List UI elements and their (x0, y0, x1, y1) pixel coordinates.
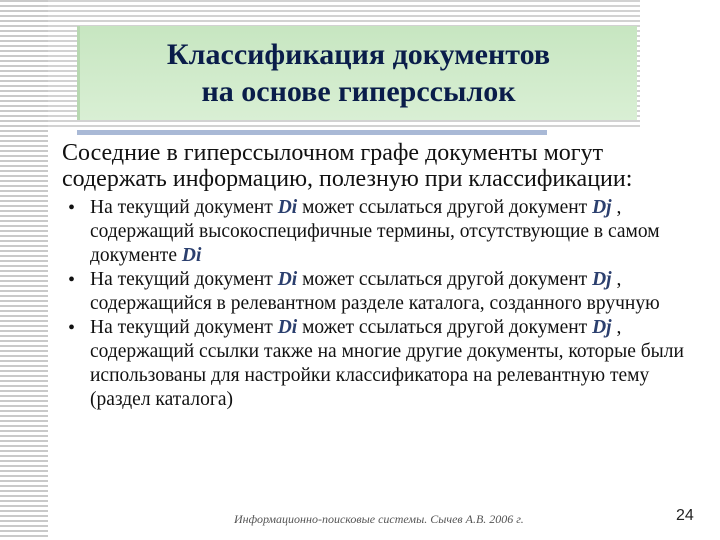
slide-title-line-1: Классификация документов (166, 38, 551, 71)
bullet-item-3 (62, 316, 702, 412)
slide-title (167, 36, 550, 110)
bullet-1-symbol-dj: Dj (592, 197, 612, 218)
bullet-2-symbol-dj: Dj (592, 269, 612, 290)
bullet-dot-icon: • (68, 197, 76, 219)
slide-title-line-2: на основе гиперссылок (201, 75, 516, 108)
bullet-list (62, 196, 702, 412)
bullet-1-text-part-1: На текущий документ (90, 197, 278, 218)
footer-credit: Информационно-поисковые системы. Сычев А.В. 2006 г. (234, 512, 524, 526)
bullet-3-text-part-3: , содержащий ссылки также на многие другие документы, которые были использованы для настройки классификатора на релевантную тему (раздел каталога) (90, 317, 684, 410)
title-box (77, 26, 637, 120)
slide-content (62, 140, 702, 412)
bullet-1-symbol-di: Di (277, 197, 298, 218)
bullet-3-text-part-2: может ссылаться другой документ (297, 317, 593, 338)
bullet-item-2 (62, 268, 702, 316)
bullet-2-symbol-di: Di (277, 269, 298, 290)
bullet-item-1 (62, 196, 702, 268)
intro-paragraph: Соседние в гиперссылочном графе документы могут содержать информацию, полезную при классификации: (62, 140, 633, 192)
bullet-dot-icon: • (68, 317, 76, 339)
page-number: 24 (676, 507, 694, 524)
bullet-3-symbol-dj: Dj (592, 317, 612, 338)
bullet-dot-icon: • (68, 269, 76, 291)
left-stripe-decoration (0, 0, 48, 540)
bullet-2-text-part-1: На текущий документ (90, 269, 278, 290)
bullet-3-text-part-1: На текущий документ (90, 317, 278, 338)
title-underline-rule (77, 130, 547, 135)
bullet-1-symbol-di-2: Di (181, 245, 202, 266)
header-band-mask (640, 0, 720, 130)
bullet-2-text-part-3: , содержащийся в релевантном разделе каталога, созданного вручную (90, 269, 660, 314)
bullet-1-text-part-3: , содержащий высокоспецифичные термины, отсутствующие в самом документе (90, 197, 660, 266)
bullet-1-text-part-2: может ссылаться другой документ (297, 197, 593, 218)
bullet-3-symbol-di: Di (277, 317, 298, 338)
bullet-2-text-part-2: может ссылаться другой документ (297, 269, 593, 290)
